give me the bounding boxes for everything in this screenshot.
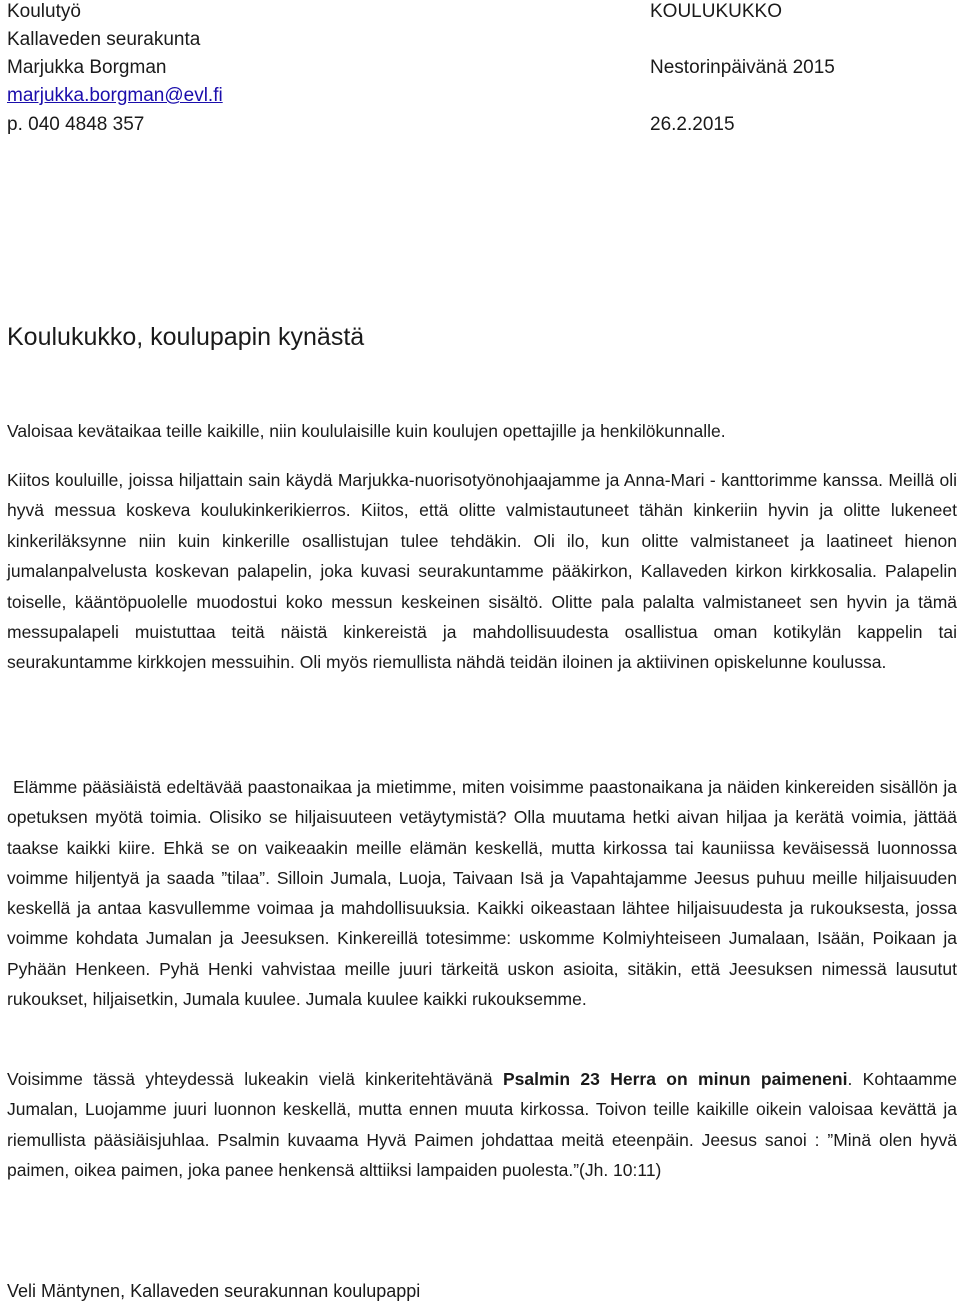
issue-label: Nestorinpäivänä 2015	[650, 57, 835, 78]
email-link[interactable]: marjukka.borgman@evl.fi	[7, 85, 223, 106]
phone-number: p. 040 4848 357	[7, 114, 145, 135]
paragraph-greeting: Valoisaa kevätaikaa teille kaikille, niin koululaisille kuin koulujen opettajille ja henkilökunnalle.	[7, 421, 726, 441]
department-label: Koulutyö	[7, 1, 81, 22]
paragraph-lent: Elämme pääsiäistä edeltävää paastonaikaa ja mietimme, miten voisimme paastonaikana ja näiden kinkereiden sisällön ja opetuksen myötä toimia. Olisiko se hiljaisuuteen vetäytymistä? Olla muutama hetki aivan hiljaa ja kerätä voimia, jättää taakse kaikki kiire. Ehkä se on vaikeaakin meille elämän keskellä, mutta kirkossa tai kauniissa keväisessä luonnossa voimme hiljentyä ja saada ”tilaa”. Silloin Jumala, Luoja, Taivaan Isä ja Vapahtajamme Jeesus puhuu meille hiljaisuuden keskellä ja antaa kasvullemme voimaa ja mahdollisuuksia. Kaikki oikeastaan lähtee hiljaisuudesta ja rukouksesta, jossa voimme kohdata Jumalan ja Jeesuksen. Kinkereillä totesimme: uskomme Kolmiyhteiseen Jumalaan, Isään, Poikaan ja Pyhään Henkeen. Pyhä Henki vahvistaa meille juuri tärkeitä uskon asioita, sitäkin, että Jeesuksen nimessä lausutut rukoukset, hiljaisetkin, Jumala kuulee. Jumala kuulee kaikki rukouksemme.	[7, 777, 957, 1010]
paragraph-psalm-intro: Voisimme tässä yhteydessä lukeakin vielä kinkeritehtävänä	[7, 1069, 503, 1089]
author-name: Marjukka Borgman	[7, 57, 167, 78]
paragraph-thanks: Kiitos kouluille, joissa hiljattain sain käydä Marjukka-nuorisotyönohjaajamme ja Anna-Mari - kanttorimme kanssa. Meillä oli hyvä messua koskeva koulukinkerikierros. Kiitos, että olitte valmistautuneet tähän kinkeriin hyvin ja olitte lukeneet kinkeriläksynne niin kuin kinkerille osallistujan tulee tehdäkin. Oli ilo, kun olitte valmistaneet ja laatineet hienon jumalanpalvelusta koskevan palapelin, joka kuvasi seurakuntamme pääkirkon, Kallaveden kirkon kirkkosalia. Palapelin toiselle, kääntöpuolelle muodostui koko messun keskeinen sisältö. Olitte pala palalta valmistaneet sen hyvin ja tämä messupalapeli muistuttaa teitä näistä kinkereistä ja mahdollisuudesta osallistua oman kotikylän kappelin tai seurakuntamme kirkkojen messuihin. Oli myös riemullista nähdä teidän iloinen ja aktiivinen opiskelunne koulussa.	[7, 470, 957, 673]
paragraph-psalm	[7, 1064, 957, 1186]
document-title-label: KOULUKUKKO	[650, 1, 782, 22]
psalm-reference: Psalmin 23 Herra on minun paimeneni	[502, 1069, 848, 1089]
signature: Veli Mäntynen, Kallaveden seurakunnan koulupappi	[7, 1281, 421, 1301]
parish-name: Kallaveden seurakunta	[7, 29, 201, 50]
letter-date: 26.2.2015	[650, 114, 735, 135]
paragraph-psalm-rest: . Kohtaamme Jumalan, Luojamme juuri luonnon keskellä, mutta ennen muuta kirkossa. Toivon teille kaikille oikein valoisaa kevättä ja riemullista pääsiäisjuhlaa. Psalmin kuvaama Hyvä Paimen johdattaa meitä eteenpäin. Jeesus sanoi : ”Minä olen hyvä paimen, oikea paimen, joka panee henkensä alttiiksi lampaiden puolesta.”(Jh. 10:11)	[7, 1069, 958, 1181]
page-title: Koulukukko, koulupapin kynästä	[7, 323, 365, 351]
